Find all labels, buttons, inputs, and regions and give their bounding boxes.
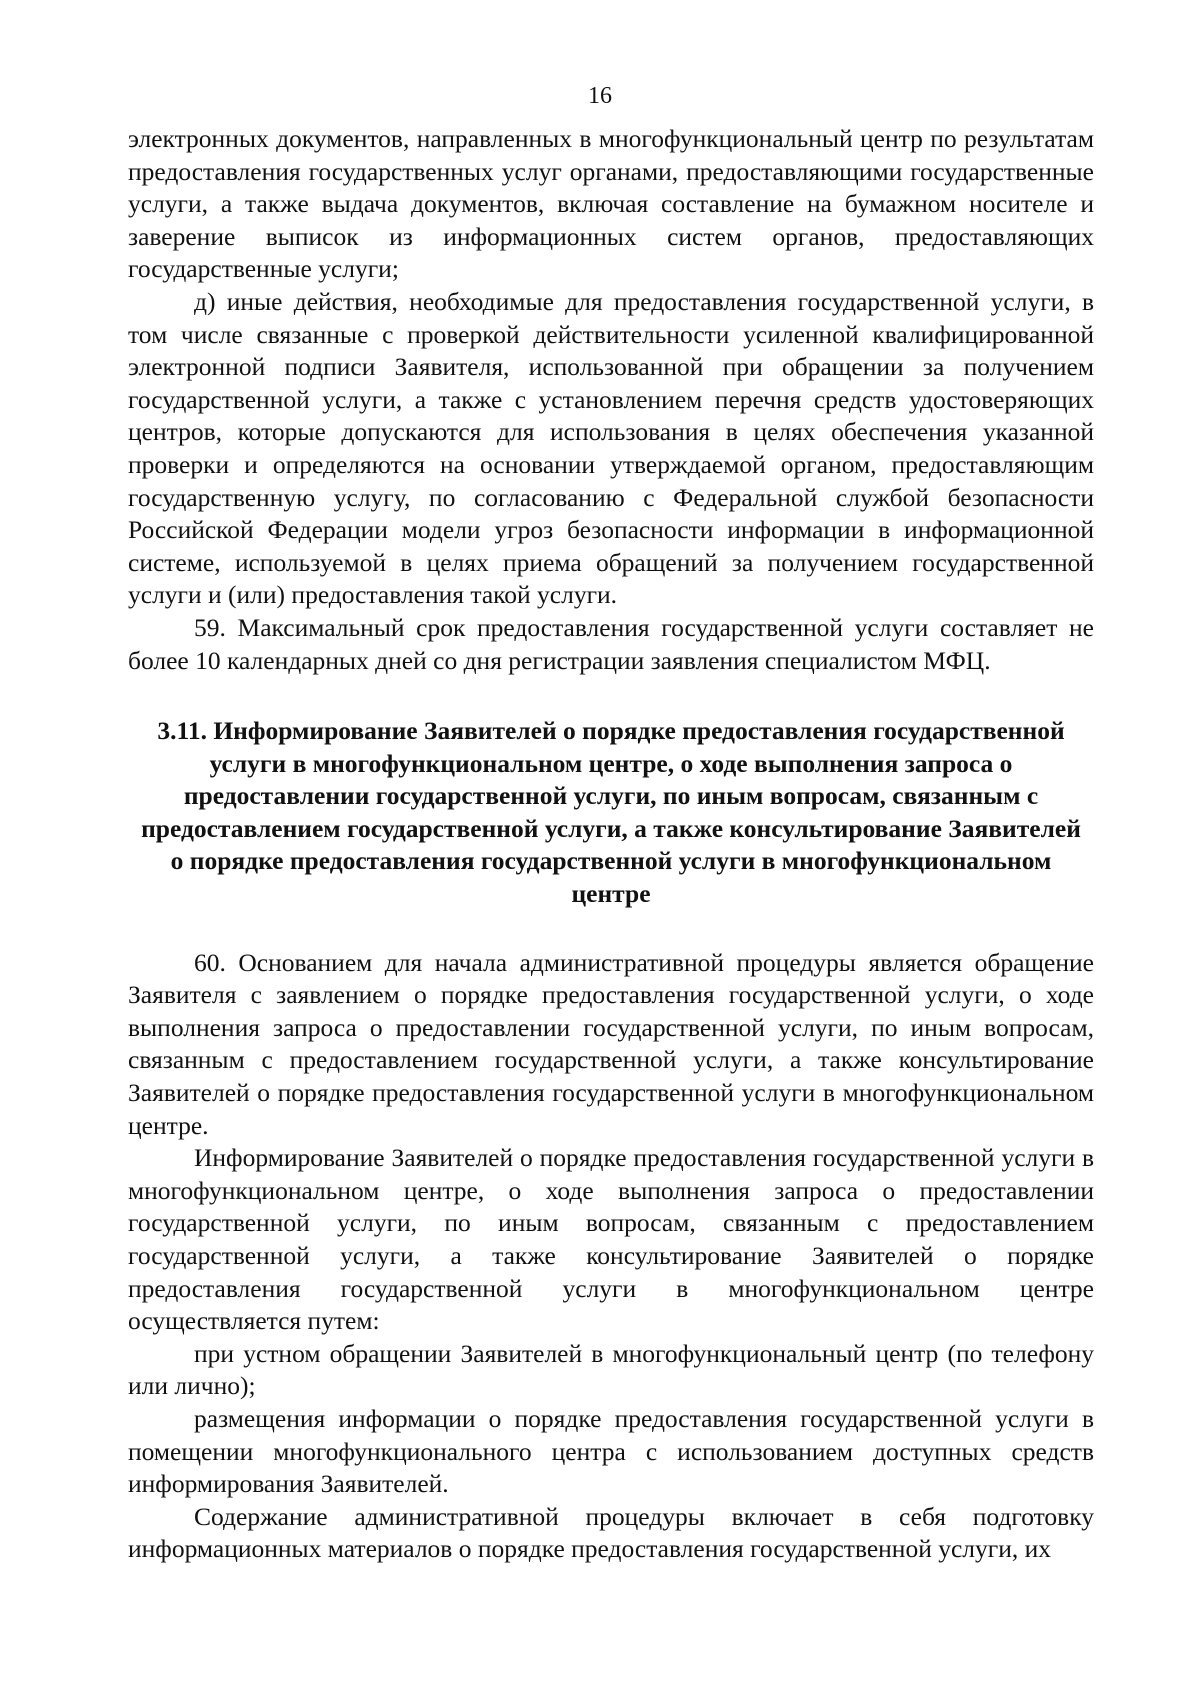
paragraph-60: 60. Основанием для начала административной процедуры является обращение Заявителя с заявлением о порядке предоставления государственной услуги, о ходе выполнения запроса о предоставлении государственной услуги, по иным вопросам, связанным с предоставлением государственной услуги, а также консультирование Заявителей о порядке предоставления государственной услуги в многофункциональном центре. bbox=[128, 947, 1094, 1140]
paragraph-continuation: электронных документов, направленных в многофункциональный центр по результатам предоставления государственных услуг органами, предоставляющими государственные услуги, а также выдача документов, включая составление на бумажном носителе и заверение выписок из информационных систем органов, предоставляющих государственные услуги; bbox=[128, 124, 1094, 284]
paragraph-informing: Информирование Заявителей о порядке предоставления государственной услуги в многофункциональном центре, о ходе выполнения запроса о предоставлении государственной услуги, по иным вопросам, связанным с предоставлением государственной услуги, а также консультирование Заявителей о порядке предоставления государственной услуги в многофункциональном центре осуществляется путем: bbox=[128, 1143, 1094, 1336]
page-number: 16 bbox=[588, 83, 612, 109]
paragraph-procedure-content: Содержание административной процедуры включает в себя подготовку информационных материалов о порядке предоставления государственной услуги, их bbox=[128, 1501, 1094, 1564]
paragraph-59: 59. Максимальный срок предоставления государственной услуги составляет не более 10 календарных дней со дня регистрации заявления специалистом МФЦ. bbox=[128, 612, 1094, 675]
document-body bbox=[128, 123, 1094, 1566]
section-heading-3-11: 3.11. Информирование Заявителей о порядке предоставления государственной услуги в многофункциональном центре, о ходе выполнения запроса о предоставлении государственной услуги, по иным вопросам, связанным с предоставлением государственной услуги, а также консультирование Заявителей о порядке предоставления государственной услуги в многофункциональном центре bbox=[141, 716, 1081, 909]
paragraph-item-d: д) иные действия, необходимые для предоставления государственной услуги, в том числе связанные с проверкой действительности усиленной квалифицированной электронной подписи Заявителя, использованной при обращении за получением государственной услуги, а также с установлением перечня средств удостоверяющих центров, которые допускаются для использования в целях обеспечения указанной проверки и определяются на основании утверждаемой органом, предоставляющим государственную услугу, по согласованию с Федеральной службой безопасности Российской Федерации модели угроз безопасности информации в информационной системе, используемой в целях приема обращений за получением государственной услуги и (или) предоставления такой услуги. bbox=[128, 286, 1094, 610]
paragraph-placement-info: размещения информации о порядке предоставления государственной услуги в помещении многофункционального центра с использованием доступных средств информирования Заявителей. bbox=[128, 1403, 1094, 1499]
paragraph-oral-request: при устном обращении Заявителей в многофункциональный центр (по телефону или лично); bbox=[128, 1338, 1094, 1401]
